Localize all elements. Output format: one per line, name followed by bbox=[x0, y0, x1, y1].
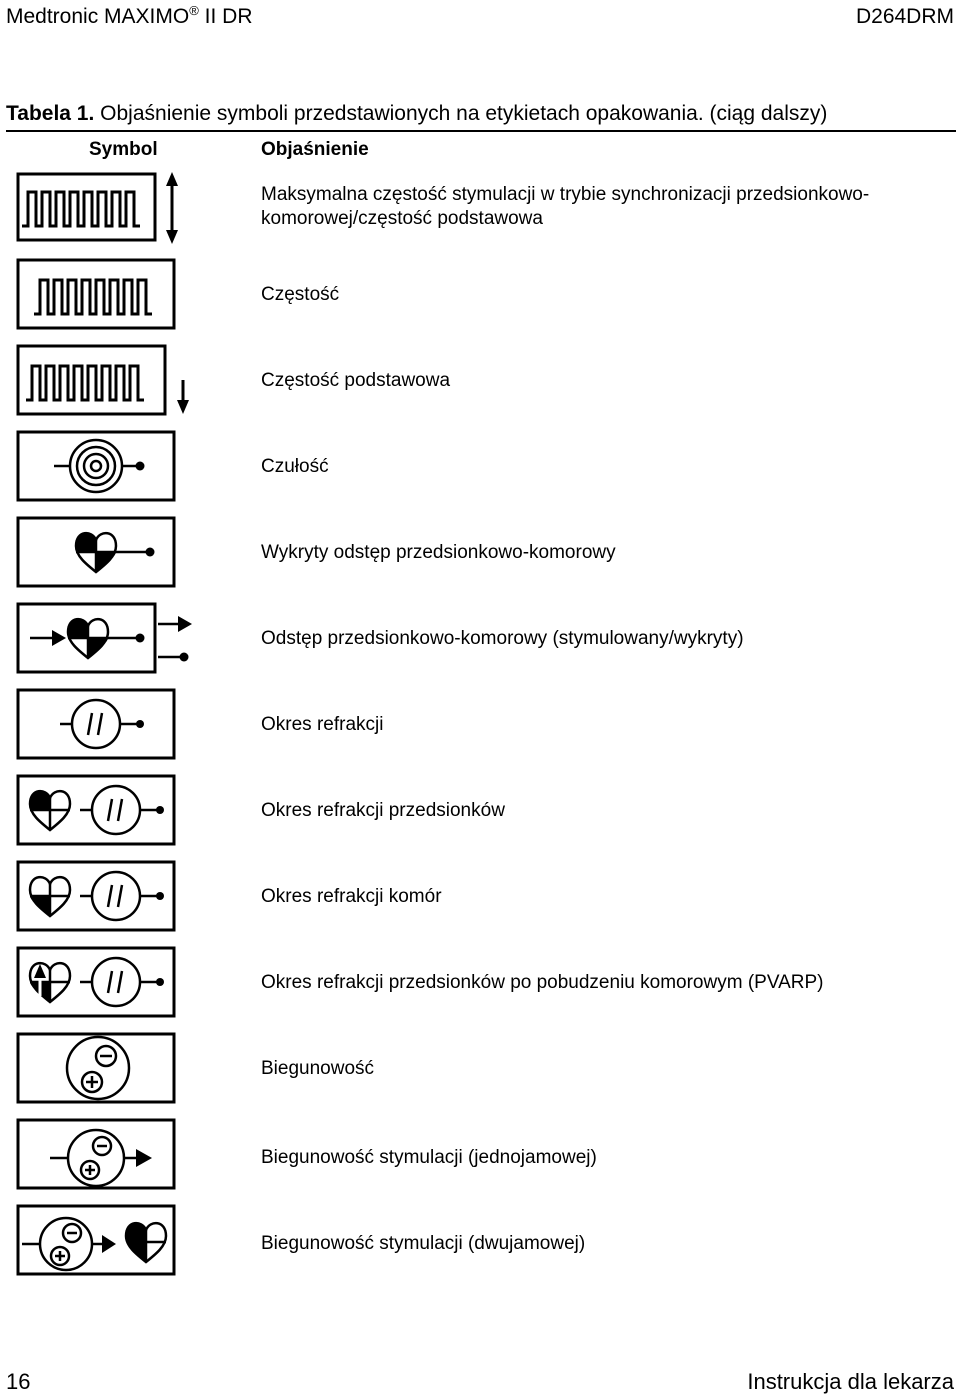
product-name: Medtronic MAXIMO bbox=[6, 5, 190, 28]
table-row bbox=[0, 686, 960, 766]
explanation-text: Biegunowość stymulacji (jednojamowej) bbox=[261, 1147, 597, 1168]
table-row bbox=[0, 944, 960, 1024]
table-row bbox=[0, 428, 960, 508]
explanation-text: Częstość bbox=[261, 284, 340, 305]
atrial-refractory-period-icon bbox=[0, 772, 200, 852]
document-title: Instrukcja dla lekarza bbox=[747, 1369, 954, 1394]
table-caption bbox=[6, 101, 827, 127]
symbol-cell bbox=[0, 1030, 200, 1110]
pvarp-icon bbox=[0, 944, 200, 1024]
sensed-av-interval-icon bbox=[0, 514, 200, 594]
table-row bbox=[0, 170, 960, 250]
explanation-text: Biegunowość stymulacji (dwujamowej) bbox=[261, 1233, 586, 1254]
symbol-cell bbox=[0, 944, 200, 1024]
table-row bbox=[0, 600, 960, 680]
lower-rate-icon bbox=[0, 342, 200, 422]
symbol-cell bbox=[0, 1202, 200, 1282]
table-row bbox=[0, 342, 960, 422]
upper-lower-rate-icon bbox=[0, 170, 200, 250]
pacing-polarity-dual-chamber-icon bbox=[0, 1202, 200, 1282]
registered-mark: ® bbox=[189, 3, 199, 18]
explanation-text: Okres refrakcji przedsionków po pobudzeniu komorowym (PVARP) bbox=[261, 972, 824, 993]
document-code: D264DRM bbox=[855, 5, 954, 28]
explanation-text: Okres refrakcji przedsionków bbox=[261, 800, 505, 821]
symbol-cell bbox=[0, 428, 200, 508]
table-row bbox=[0, 514, 960, 594]
column-header-symbol: Symbol bbox=[89, 139, 158, 160]
symbol-cell bbox=[0, 514, 200, 594]
polarity-icon bbox=[0, 1030, 200, 1110]
table-row bbox=[0, 1030, 960, 1110]
symbol-cell bbox=[0, 170, 200, 250]
column-header-explanation: Objaśnienie bbox=[261, 139, 369, 160]
table-header-rule bbox=[6, 130, 956, 132]
sensitivity-icon bbox=[0, 428, 200, 508]
rate-icon bbox=[0, 256, 200, 336]
symbol-cell bbox=[0, 600, 200, 680]
symbol-cell bbox=[0, 342, 200, 422]
table-row bbox=[0, 858, 960, 938]
symbol-cell bbox=[0, 686, 200, 766]
table-row bbox=[0, 1116, 960, 1196]
table-row bbox=[0, 772, 960, 852]
symbol-cell bbox=[0, 858, 200, 938]
explanation-text: Okres refrakcji komór bbox=[261, 886, 442, 907]
explanation-text: Czułość bbox=[261, 456, 329, 477]
explanation-text: Biegunowość bbox=[261, 1058, 375, 1079]
page-number: 16 bbox=[6, 1369, 31, 1394]
explanation-text: Częstość podstawowa bbox=[261, 370, 451, 391]
table-row bbox=[0, 256, 960, 336]
explanation-text: Maksymalna częstość stymulacji w trybie synchronizacji przedsionkowo-komorowej/częstość podstawowa bbox=[261, 184, 870, 229]
document-header-left bbox=[6, 4, 252, 30]
product-name-suffix: II DR bbox=[198, 5, 253, 28]
paced-sensed-av-interval-icon bbox=[0, 600, 200, 680]
table-caption-label: Tabela 1. bbox=[6, 102, 95, 125]
explanation-text: Wykryty odstęp przedsionkowo-komorowy bbox=[261, 542, 616, 563]
pacing-polarity-single-chamber-icon bbox=[0, 1116, 200, 1196]
refractory-period-icon bbox=[0, 686, 200, 766]
explanation-text: Okres refrakcji bbox=[261, 714, 384, 735]
table-row bbox=[0, 1202, 960, 1282]
symbol-cell bbox=[0, 1116, 200, 1196]
table-caption-text: Objaśnienie symboli przedstawionych na etykietach opakowania. (ciąg dalszy) bbox=[94, 102, 828, 125]
ventricular-refractory-period-icon bbox=[0, 858, 200, 938]
explanation-text: Odstęp przedsionkowo-komorowy (stymulowany/wykryty) bbox=[261, 628, 744, 649]
symbol-cell bbox=[0, 772, 200, 852]
symbol-cell bbox=[0, 256, 200, 336]
